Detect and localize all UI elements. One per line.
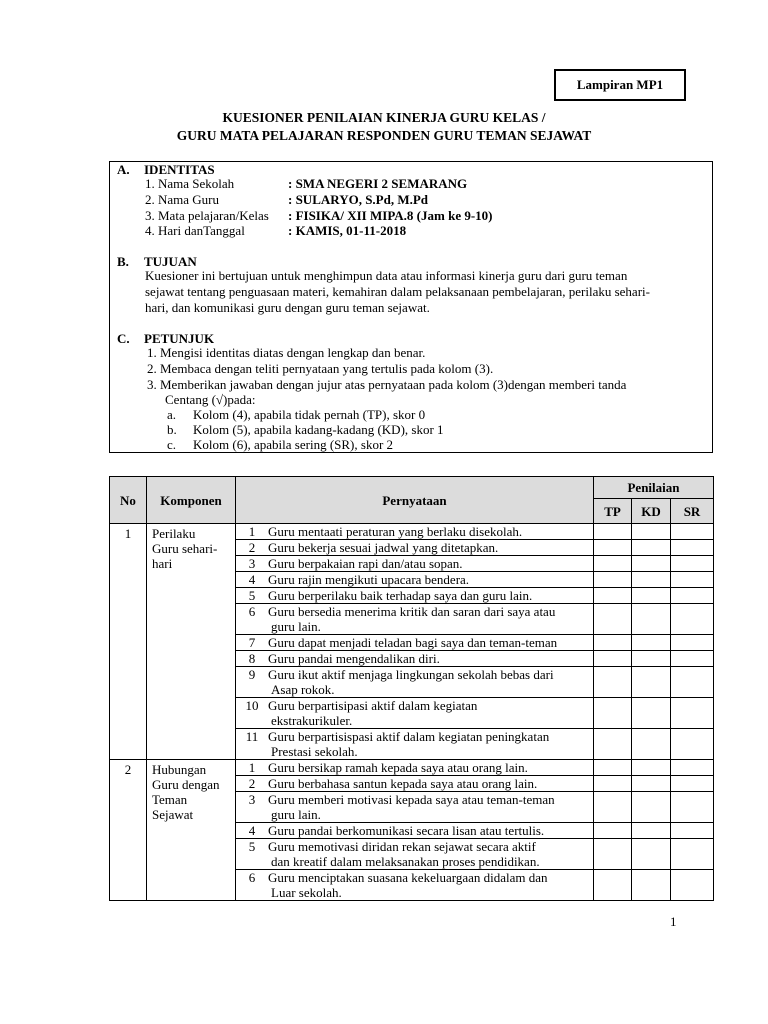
statement-text: Prestasi sekolah. <box>271 744 358 759</box>
rating-cell-kd[interactable] <box>632 524 671 540</box>
statement-number: 4 <box>248 572 256 587</box>
rating-cell-sr[interactable] <box>671 588 714 604</box>
rating-cell-sr[interactable] <box>671 572 714 588</box>
tujuan-letter: B. <box>117 254 129 269</box>
rating-cell-kd[interactable] <box>632 792 671 823</box>
rating-cell-tp[interactable] <box>594 839 632 870</box>
identitas-heading: IDENTITAS <box>144 162 215 177</box>
title-line-1: KUESIONER PENILAIAN KINERJA GURU KELAS / <box>222 110 546 125</box>
statement-number: 5 <box>248 839 256 854</box>
statement-text: Guru memberi motivasi kepada saya atau teman-teman <box>268 792 555 807</box>
rating-cell-kd[interactable] <box>632 729 671 760</box>
statement-text: Guru bersedia menerima kritik dan saran dari saya atau <box>268 604 556 619</box>
komponen-line: Hubungan <box>152 762 207 777</box>
petunjuk-centang: Centang (√)pada: <box>165 392 256 407</box>
rating-cell-sr[interactable] <box>671 635 714 651</box>
identitas-value: : SULARYO, S.Pd, M.Pd <box>288 192 429 207</box>
rating-cell-kd[interactable] <box>632 588 671 604</box>
statement-text: Guru menciptakan suasana kekeluargaan didalam dan <box>268 870 548 885</box>
tujuan-text: hari, dan komunikasi guru dengan guru teman sejawat. <box>145 300 430 315</box>
rating-cell-sr[interactable] <box>671 556 714 572</box>
rating-cell-sr[interactable] <box>671 823 714 839</box>
statement-cell <box>236 556 594 572</box>
statement-text: Guru mentaati peraturan yang berlaku disekolah. <box>268 524 523 539</box>
group-komponen <box>147 524 236 760</box>
rating-cell-sr[interactable] <box>671 870 714 901</box>
rating-cell-sr[interactable] <box>671 792 714 823</box>
statement-text: guru lain. <box>271 807 321 822</box>
statement-text: dan kreatif dalam melaksanakan proses pendidikan. <box>271 854 540 869</box>
rating-cell-tp[interactable] <box>594 823 632 839</box>
rating-cell-kd[interactable] <box>632 572 671 588</box>
statement-text: Guru berperilaku baik terhadap saya dan guru lain. <box>268 588 533 603</box>
rating-cell-kd[interactable] <box>632 839 671 870</box>
statement-cell <box>236 776 594 792</box>
statement-cell <box>236 635 594 651</box>
identitas-letter: A. <box>117 162 130 177</box>
rating-cell-sr[interactable] <box>671 729 714 760</box>
statement-text: Guru memotivasi diridan rekan sejawat secara aktif <box>268 839 536 854</box>
komponen-line: Guru sehari- <box>152 541 218 556</box>
statement-cell <box>236 698 594 729</box>
rating-cell-kd[interactable] <box>632 540 671 556</box>
statement-number: 4 <box>248 823 256 838</box>
statement-number: 10 <box>245 698 259 713</box>
statement-cell <box>236 760 594 776</box>
petunjuk-sub-text: Kolom (5), apabila kadang-kadang (KD), skor 1 <box>193 422 444 437</box>
rating-cell-tp[interactable] <box>594 792 632 823</box>
group-komponen <box>147 760 236 901</box>
group-no: 2 <box>110 760 147 901</box>
statement-number: 1 <box>248 760 256 775</box>
info-box <box>109 161 713 453</box>
header-kd: KD <box>632 499 671 524</box>
rating-cell-tp[interactable] <box>594 729 632 760</box>
petunjuk-heading: PETUNJUK <box>144 331 215 346</box>
identitas-value: : SMA NEGERI 2 SEMARANG <box>288 176 468 191</box>
statement-number: 1 <box>248 524 256 539</box>
statement-number: 9 <box>248 667 256 682</box>
rating-cell-kd[interactable] <box>632 667 671 698</box>
rating-cell-tp[interactable] <box>594 760 632 776</box>
rating-cell-kd[interactable] <box>632 870 671 901</box>
rating-cell-sr[interactable] <box>671 667 714 698</box>
statement-text: Guru bersikap ramah kepada saya atau orang lain. <box>268 760 528 775</box>
title-line-2: GURU MATA PELAJARAN RESPONDEN GURU TEMAN SEJAWAT <box>176 128 592 143</box>
petunjuk-item: 2. Membaca dengan teliti pernyataan yang tertulis pada kolom (3). <box>147 361 494 376</box>
rating-cell-tp[interactable] <box>594 651 632 667</box>
rating-cell-tp[interactable] <box>594 588 632 604</box>
page-number: 1 <box>670 914 677 929</box>
statement-text: ekstrakurikuler. <box>271 713 353 728</box>
rating-cell-sr[interactable] <box>671 540 714 556</box>
petunjuk-sub-letter: b. <box>167 422 177 437</box>
statement-number: 6 <box>248 604 256 619</box>
statement-cell <box>236 823 594 839</box>
statement-cell <box>236 524 594 540</box>
statement-text: Guru pandai mengendalikan diri. <box>268 651 440 666</box>
rating-cell-sr[interactable] <box>671 698 714 729</box>
petunjuk-item: 3. Memberikan jawaban dengan jujur atas pernyataan pada kolom (3)dengan memberi tanda <box>147 377 627 392</box>
rating-cell-kd[interactable] <box>632 556 671 572</box>
statement-text: Luar sekolah. <box>271 885 342 900</box>
petunjuk-sub-text: Kolom (4), apabila tidak pernah (TP), skor 0 <box>193 407 426 422</box>
rating-cell-kd[interactable] <box>632 604 671 635</box>
statement-text: Guru berpakaian rapi dan/atau sopan. <box>268 556 463 571</box>
statement-text: Guru bekerja sesuai jadwal yang ditetapkan. <box>268 540 499 555</box>
petunjuk-letter: C. <box>117 331 130 346</box>
rating-cell-tp[interactable] <box>594 604 632 635</box>
header-sr: SR <box>671 499 714 524</box>
rating-cell-kd[interactable] <box>632 698 671 729</box>
rating-cell-sr[interactable] <box>671 760 714 776</box>
rating-cell-tp[interactable] <box>594 635 632 651</box>
identitas-label: 4. Hari danTanggal <box>145 223 245 238</box>
statement-text: Guru berpartisipasi aktif dalam kegiatan <box>268 698 478 713</box>
group-no: 1 <box>110 524 147 760</box>
statement-cell <box>236 870 594 901</box>
table-row <box>110 760 714 776</box>
statement-number: 3 <box>248 556 256 571</box>
komponen-line: Teman <box>152 792 188 807</box>
komponen-line: Perilaku <box>152 526 196 541</box>
statement-cell <box>236 651 594 667</box>
statement-cell <box>236 540 594 556</box>
statement-cell <box>236 839 594 870</box>
statement-number: 6 <box>248 870 256 885</box>
statement-number: 8 <box>248 651 256 666</box>
rating-cell-kd[interactable] <box>632 760 671 776</box>
statement-cell <box>236 604 594 635</box>
statement-number: 3 <box>248 792 256 807</box>
statement-text: Guru berbahasa santun kepada saya atau orang lain. <box>268 776 538 791</box>
petunjuk-sub-letter: a. <box>167 407 177 422</box>
statement-text: guru lain. <box>271 619 321 634</box>
petunjuk-sub-text: Kolom (6), apabila sering (SR), skor 2 <box>193 437 394 452</box>
rating-cell-sr[interactable] <box>671 839 714 870</box>
komponen-line: hari <box>152 556 173 571</box>
statement-cell <box>236 588 594 604</box>
statement-text: Asap rokok. <box>271 682 335 697</box>
rating-cell-sr[interactable] <box>671 524 714 540</box>
rating-cell-sr[interactable] <box>671 651 714 667</box>
rating-cell-sr[interactable] <box>671 776 714 792</box>
statement-text: Guru rajin mengikuti upacara bendera. <box>268 572 470 587</box>
statement-number: 11 <box>245 729 259 744</box>
rating-cell-kd[interactable] <box>632 651 671 667</box>
rating-cell-tp[interactable] <box>594 524 632 540</box>
identitas-label: 2. Nama Guru <box>145 192 220 207</box>
rating-cell-tp[interactable] <box>594 556 632 572</box>
komponen-line: Sejawat <box>152 807 194 822</box>
statement-text: Guru ikut aktif menjaga lingkungan sekolah bebas dari <box>268 667 554 682</box>
rating-cell-tp[interactable] <box>594 572 632 588</box>
statement-text: Guru dapat menjadi teladan bagi saya dan teman-teman <box>268 635 558 650</box>
tujuan-heading: TUJUAN <box>144 254 197 269</box>
rating-cell-tp[interactable] <box>594 870 632 901</box>
rating-cell-tp[interactable] <box>594 776 632 792</box>
tujuan-text: Kuesioner ini bertujuan untuk menghimpun data atau informasi kinerja guru dari guru teman <box>145 268 628 283</box>
statement-text: Guru pandai berkomunikasi secara lisan atau tertulis. <box>268 823 545 838</box>
header-penilaian: Penilaian <box>594 477 714 499</box>
petunjuk-item: 1. Mengisi identitas diatas dengan lengkap dan benar. <box>147 345 426 360</box>
rating-cell-kd[interactable] <box>632 823 671 839</box>
identitas-label: 1. Nama Sekolah <box>145 176 235 191</box>
statement-cell <box>236 572 594 588</box>
tujuan-text: sejawat tentang penguasaan materi, kemahiran dalam pelaksanaan pembelajaran, perilaku sehari- <box>145 284 650 299</box>
statement-cell <box>236 667 594 698</box>
statement-cell <box>236 792 594 823</box>
table-row <box>110 524 714 540</box>
rating-cell-kd[interactable] <box>632 776 671 792</box>
rating-cell-kd[interactable] <box>632 635 671 651</box>
identitas-label: 3. Mata pelajaran/Kelas <box>145 208 269 223</box>
statement-number: 7 <box>248 635 256 650</box>
rating-cell-sr[interactable] <box>671 604 714 635</box>
header-tp: TP <box>594 499 632 524</box>
rating-cell-tp[interactable] <box>594 698 632 729</box>
questionnaire-table <box>109 476 714 901</box>
statement-text: Guru berpartisispasi aktif dalam kegiatan peningkatan <box>268 729 550 744</box>
komponen-line: Guru dengan <box>152 777 220 792</box>
identitas-value: : FISIKA/ XII MIPA.8 (Jam ke 9-10) <box>288 208 493 223</box>
identitas-value: : KAMIS, 01-11-2018 <box>288 223 407 238</box>
statement-number: 2 <box>248 540 256 555</box>
statement-number: 5 <box>248 588 256 603</box>
rating-cell-tp[interactable] <box>594 667 632 698</box>
rating-cell-tp[interactable] <box>594 540 632 556</box>
lampiran-label: Lampiran MP1 <box>554 69 686 101</box>
header-pernyataan: Pernyataan <box>236 477 594 524</box>
header-no: No <box>110 477 147 524</box>
header-komponen: Komponen <box>147 477 236 524</box>
statement-cell <box>236 729 594 760</box>
statement-number: 2 <box>248 776 256 791</box>
petunjuk-sub-letter: c. <box>167 437 177 452</box>
